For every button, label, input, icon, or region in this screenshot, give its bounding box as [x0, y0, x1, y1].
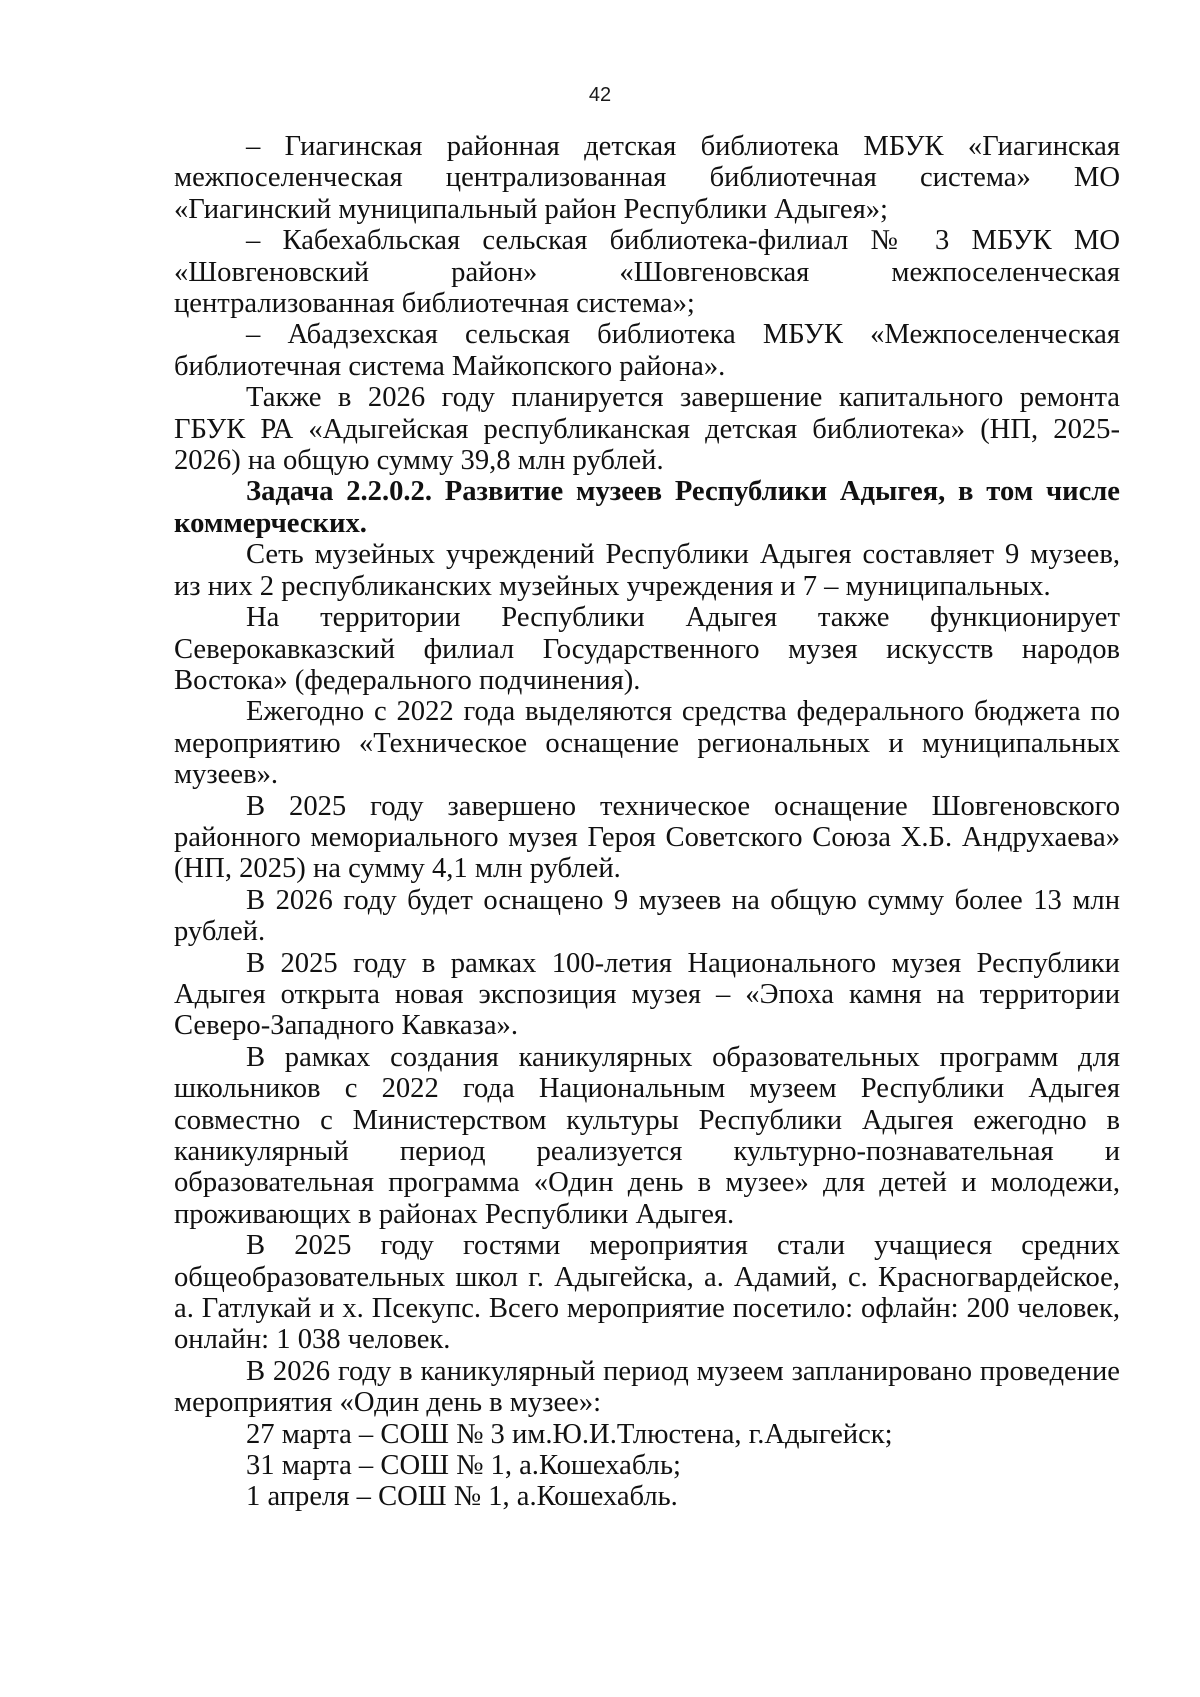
- document-body: [174, 131, 1120, 1513]
- paragraph: В 2026 году в каникулярный период музеем запланировано проведение мероприятия «Один день в музее»:: [174, 1355, 1120, 1419]
- paragraph-list-item: – Кабехабльская сельская библиотека-филиал № 3 МБУК МО «Шовгеновский район» «Шовгеновская межпоселенческая централизованная библиотечная система»;: [174, 225, 1120, 320]
- paragraph: Также в 2026 году планируется завершение капитального ремонта ГБУК РА «Адыгейская республиканская детская библиотека» (НП, 2025-2026) на общую сумму 39,8 млн рублей.: [174, 382, 1120, 477]
- paragraph: В 2025 году в рамках 100-летия Национального музея Республики Адыгея открыта новая экспозиция музея – «Эпоха камня на территории Северо-Западного Кавказа».: [174, 947, 1120, 1042]
- paragraph: В рамках создания каникулярных образовательных программ для школьников с 2022 года Национальным музеем Республики Адыгея совместно с Министерством культуры Республики Адыгея ежегодно в каникулярный период реализуется культурно-познавательная и образовательная программа «Один день в музее» для детей и молодежи, проживающих в районах Республики Адыгея.: [174, 1041, 1120, 1230]
- paragraph-list-item: – Гиагинская районная детская библиотека МБУК «Гиагинская межпоселенческая централизованная библиотечная система» МО «Гиагинский муниципальный район Республики Адыгея»;: [174, 131, 1120, 225]
- paragraph: Сеть музейных учреждений Республики Адыгея составляет 9 музеев, из них 2 республиканских музейных учреждения и 7 – муниципальных.: [174, 539, 1120, 602]
- paragraph: Ежегодно с 2022 года выделяются средства федерального бюджета по мероприятию «Техническое оснащение региональных и муниципальных музеев».: [174, 696, 1120, 791]
- paragraph: На территории Республики Адыгея также функционирует Северокавказский филиал Государственного музея искусств народов Востока» (федерального подчинения).: [174, 602, 1120, 696]
- page-number: 42: [588, 84, 612, 106]
- task-heading: Задача 2.2.0.2. Развитие музеев Республики Адыгея, в том числе коммерческих.: [174, 476, 1120, 539]
- schedule-item: 1 апреля – СОШ № 1, а.Кошехабль.: [246, 1481, 678, 1513]
- paragraph: В 2025 году гостями мероприятия стали учащиеся средних общеобразовательных школ г. Адыгейска, а. Адамий, с. Красногвардейское, а. Гатлукай и х. Псекупс. Всего мероприятие посетило: офлайн: 200 человек, онлайн: 1 038 человек.: [174, 1230, 1120, 1356]
- schedule-item: 31 марта – СОШ № 1, а.Кошехабль;: [246, 1450, 681, 1482]
- schedule-item: 27 марта – СОШ № 3 им.Ю.И.Тлюстена, г.Адыгейск;: [246, 1418, 893, 1450]
- paragraph: В 2025 году завершено техническое оснащение Шовгеновского районного мемориального музея Героя Советского Союза Х.Б. Андрухаева» (НП, 2025) на сумму 4,1 млн рублей.: [174, 790, 1120, 885]
- paragraph: В 2026 году будет оснащено 9 музеев на общую сумму более 13 млн рублей.: [174, 884, 1120, 948]
- paragraph-list-item: – Абадзехская сельская библиотека МБУК «Межпоселенческая библиотечная система Майкопского района».: [174, 319, 1120, 382]
